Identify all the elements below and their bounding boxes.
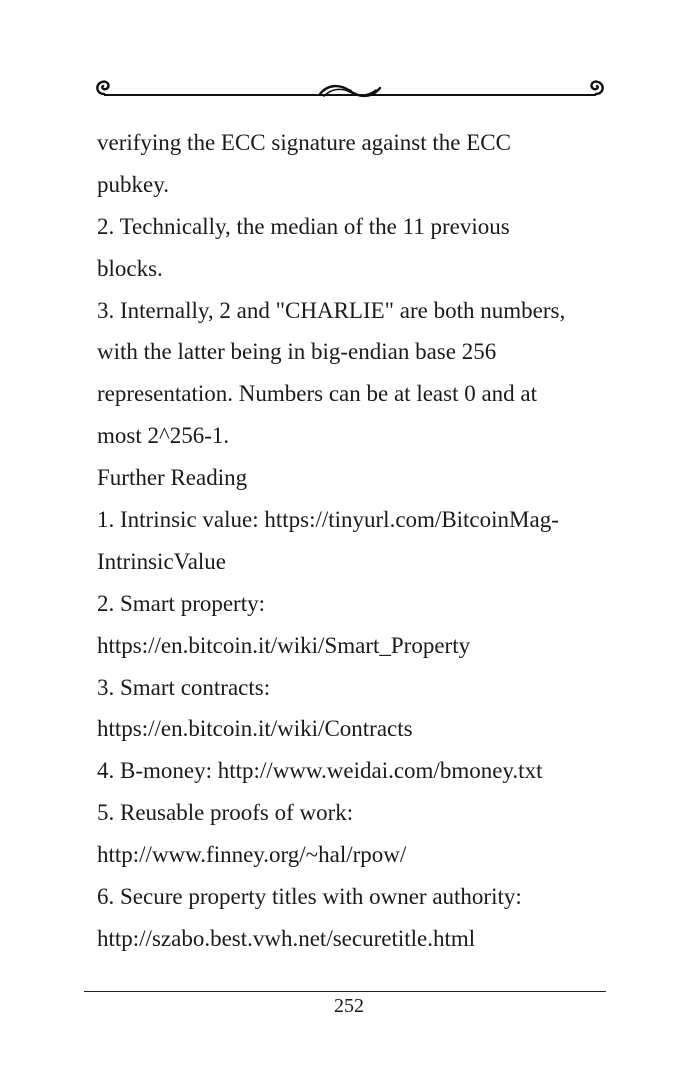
header-ornament [92, 74, 608, 106]
reference-item: 4. B-money: http://www.weidai.com/bmoney.txt [97, 758, 543, 784]
reference-item: http://szabo.best.vwh.net/securetitle.html [97, 925, 476, 951]
text-line: with the latter being in big-endian base 256 [97, 339, 497, 365]
text-line: pubkey. [97, 171, 169, 197]
text-line: representation. Numbers can be at least 0 and at [97, 381, 538, 407]
page-number: 252 [334, 995, 364, 1017]
reference-item: 6. Secure property titles with owner authority: [97, 884, 522, 910]
reference-item: http://www.finney.org/~hal/rpow/ [97, 842, 407, 868]
footer-rule [84, 991, 606, 992]
reference-item: 5. Reusable proofs of work: [97, 800, 354, 826]
reference-item: https://en.bitcoin.it/wiki/Smart_Property [97, 632, 471, 658]
reference-item: 3. Smart contracts: [97, 674, 271, 700]
reference-item: 1. Intrinsic value: https://tinyurl.com/BitcoinMag- [97, 507, 559, 533]
text-line: 2. Technically, the median of the 11 previous [97, 213, 510, 239]
text-line: blocks. [97, 255, 163, 281]
text-line: 3. Internally, 2 and "CHARLIE" are both numbers, [97, 297, 566, 323]
section-heading: Further Reading [97, 465, 248, 491]
page-text [97, 122, 617, 960]
reference-item: https://en.bitcoin.it/wiki/Contracts [97, 716, 413, 742]
reference-item: IntrinsicValue [97, 548, 227, 574]
text-line: verifying the ECC signature against the ECC [97, 130, 511, 155]
reference-item: 2. Smart property: [97, 590, 265, 616]
text-line: most 2^256-1. [97, 423, 230, 449]
